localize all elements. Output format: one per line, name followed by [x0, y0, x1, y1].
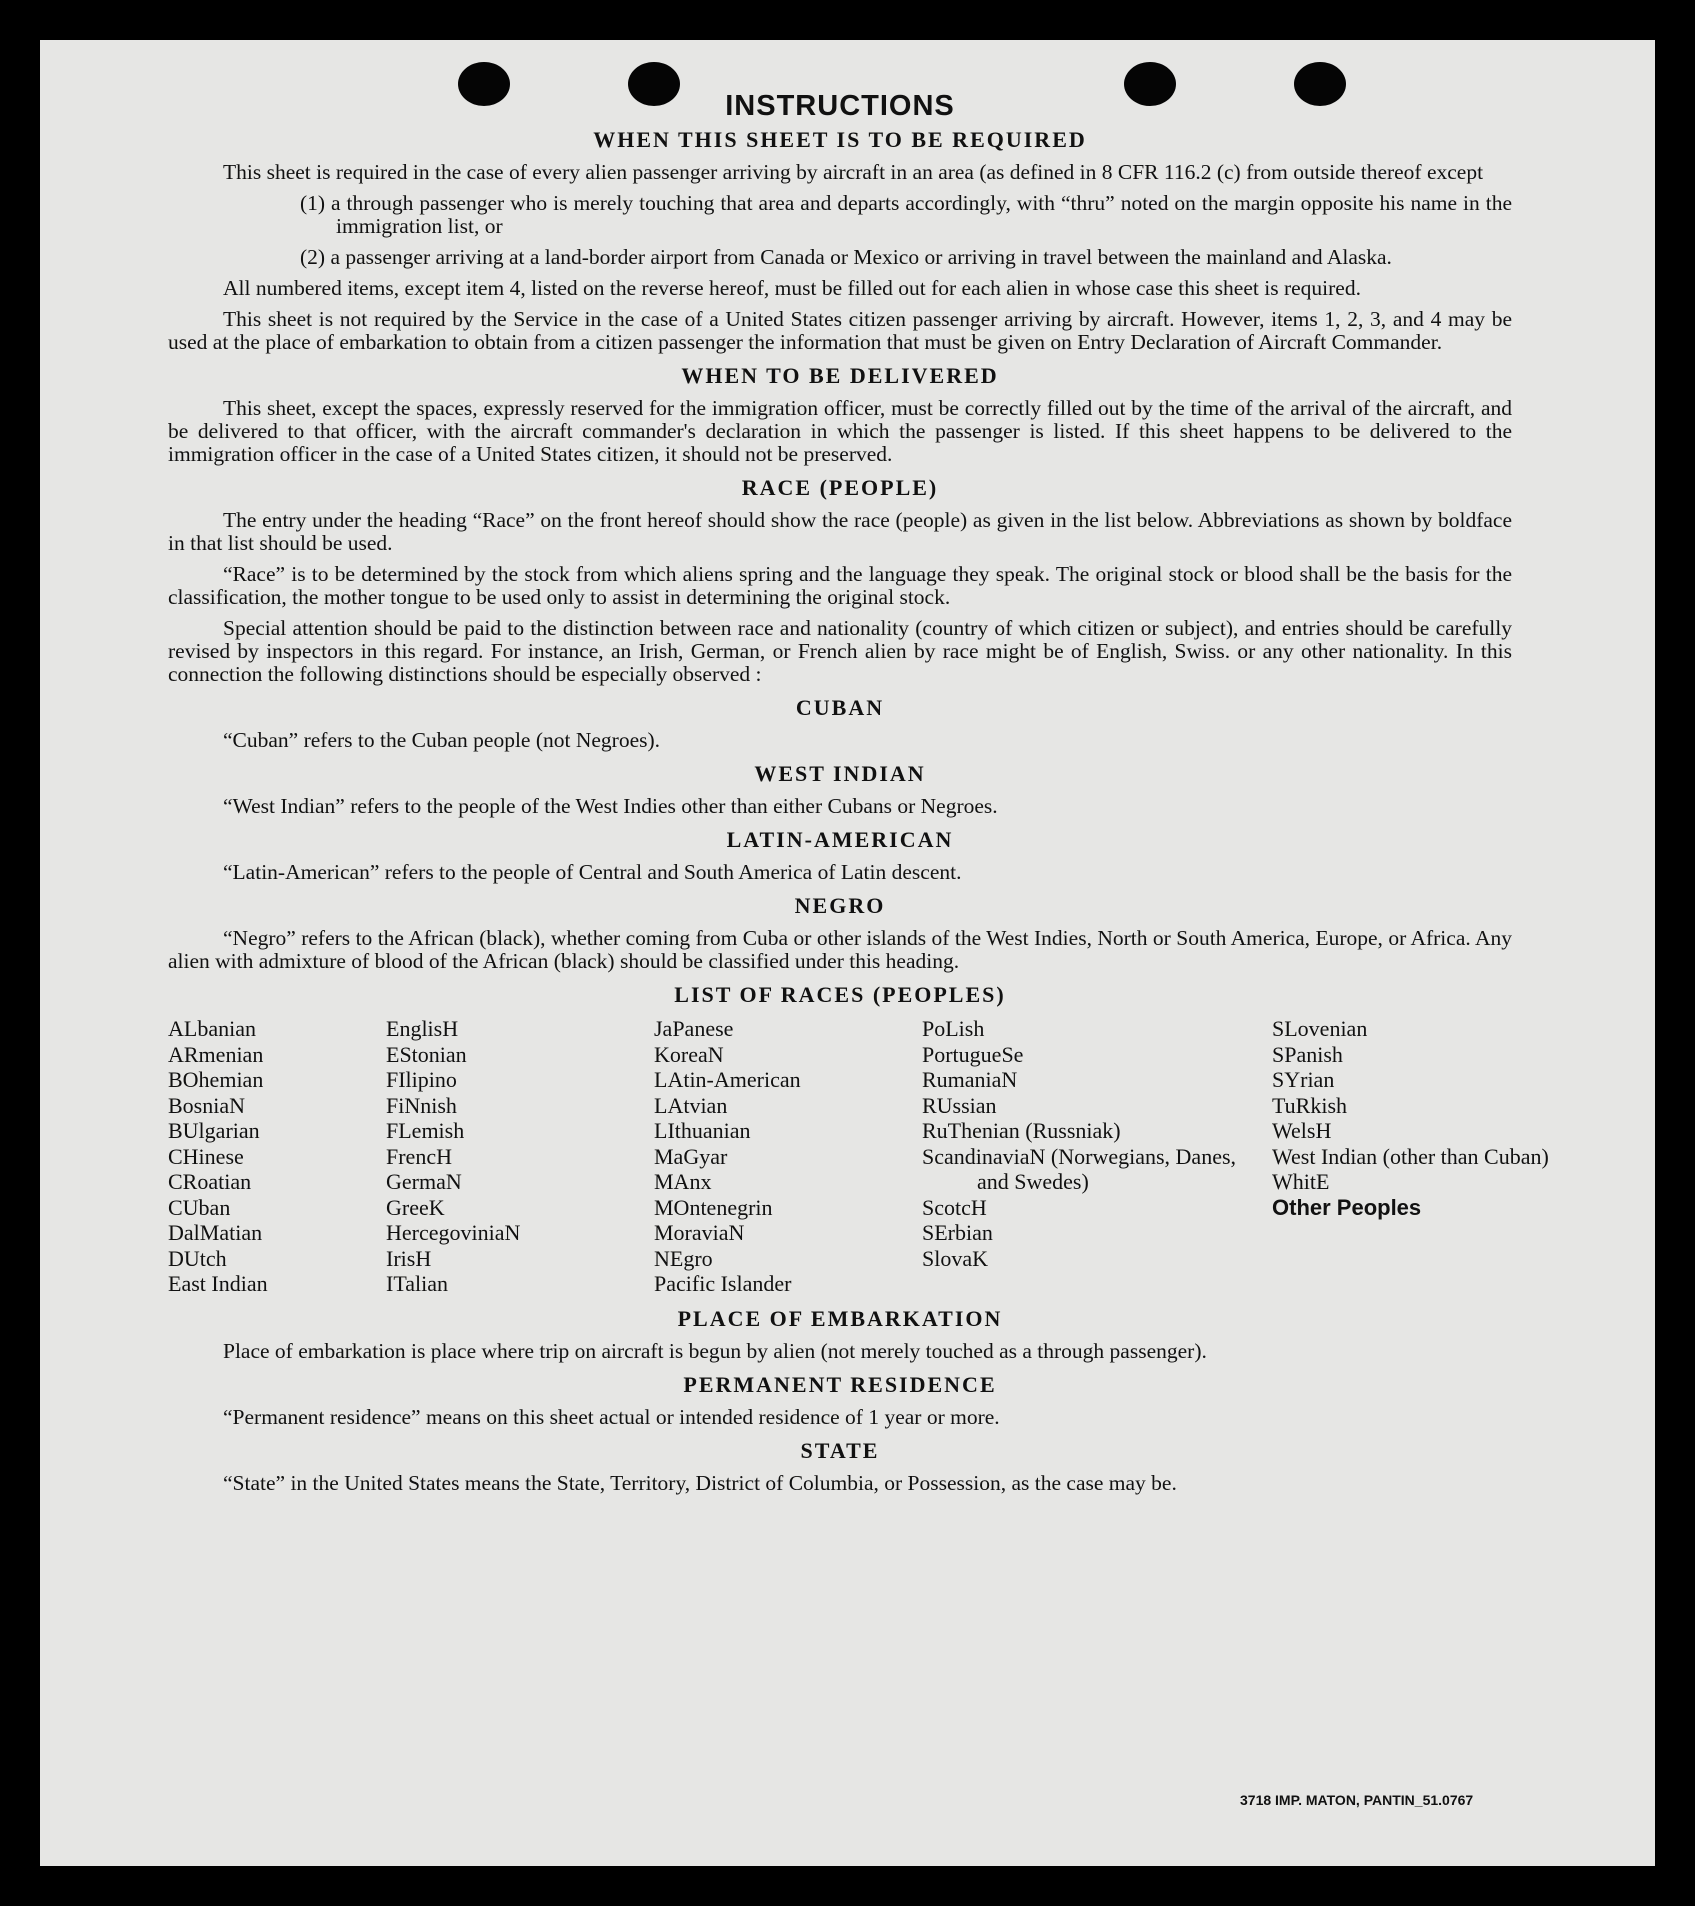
race-entry: IrisH [386, 1245, 432, 1271]
heading-west-indian: WEST INDIAN [754, 761, 926, 786]
race-entry: SLovenian [1272, 1016, 1368, 1041]
paragraph: “Race” is to be determined by the stock from which aliens spring and the language they speak. The original stock or blood shall be the basis for the classification, the mother tongue to be used only to assist in determining the original stock. [168, 562, 1512, 609]
race-entry: NEgro [654, 1245, 713, 1271]
race-entry: EnglisH [386, 1016, 459, 1041]
race-entry: LIthuanian [654, 1118, 751, 1143]
heading-permanent-residence: PERMANENT RESIDENCE [683, 1371, 997, 1397]
race-entry: TuRkish [1272, 1092, 1348, 1118]
race-column [922, 1016, 1272, 1297]
paragraph: “Cuban” refers to the Cuban people (not Negroes). [223, 728, 661, 752]
race-column [654, 1016, 922, 1297]
exception-item-1: (1) a through passenger who is merely touching that area and departs accordingly, with “thru” noted on the margin opposite his name in the immigration list, or [300, 191, 1512, 238]
race-entry: ALbanian [168, 1016, 256, 1041]
race-entry: JaPanese [654, 1016, 734, 1041]
race-entry: WhitE [1272, 1169, 1330, 1194]
race-entry: Pacific Islander [654, 1271, 792, 1296]
race-entry: PoLish [922, 1016, 985, 1041]
document-body [168, 90, 1549, 1503]
heading-race: RACE (PEOPLE) [741, 475, 939, 500]
race-entry: HercegoviniaN [386, 1220, 521, 1245]
race-column [1272, 1016, 1549, 1297]
race-entry: FiNnish [386, 1092, 457, 1118]
race-entry: CRoatian [168, 1169, 252, 1194]
race-entry: RuThenian (Russniak) [922, 1118, 1121, 1143]
page-title: INSTRUCTIONS [725, 90, 955, 122]
race-entry: RumaniaN [922, 1067, 1018, 1092]
race-entry: Other Peoples [1272, 1194, 1422, 1220]
race-entry: SYrian [1272, 1067, 1335, 1092]
paragraph: All numbered items, except item 4, listed on the reverse hereof, must be filled out for each alien in whose case this sheet is required. [223, 276, 1361, 300]
heading-delivered: WHEN TO BE DELIVERED [681, 363, 999, 388]
heading-negro: NEGRO [794, 893, 886, 918]
race-entry: MaGyar [654, 1143, 728, 1169]
race-entry: LAtin-American [654, 1067, 801, 1092]
race-entry: BUlgarian [168, 1118, 260, 1143]
paragraph: “Negro” refers to the African (black), whether coming from Cuba or other islands of the West Indies, North or South America, Europe, or Africa. Any alien with admixture of blood of the African (black) should be classified under this heading. [168, 926, 1512, 973]
race-entry: KoreaN [654, 1041, 724, 1067]
printer-imprint: 3718 IMP. MATON, PANTIN_51.0767 [1240, 1792, 1474, 1808]
paragraph: “State” in the United States means the State, Territory, District of Columbia, or Possession, as the case may be. [223, 1470, 1177, 1495]
race-entry: MAnx [654, 1169, 712, 1194]
race-entry: GreeK [386, 1194, 445, 1220]
race-entry: FrencH [386, 1143, 452, 1169]
race-entry: RUssian [922, 1092, 997, 1118]
paragraph: “Permanent residence” means on this sheet actual or intended residence of 1 year or more. [223, 1404, 1000, 1429]
race-entry: ScotcH [922, 1194, 987, 1220]
paragraph: “West Indian” refers to the people of the West Indies other than either Cubans or Negroes. [223, 794, 998, 818]
race-entry: EStonian [386, 1041, 467, 1067]
race-entry: PortugueSe [922, 1041, 1024, 1067]
heading-required: WHEN THIS SHEET IS TO BE REQUIRED [593, 127, 1087, 152]
exception-item-2: (2) a passenger arriving at a land-border airport from Canada or Mexico or arriving in travel between the mainland and Alaska. [300, 245, 1392, 269]
race-entry: MOntenegrin [654, 1194, 773, 1220]
paragraph: This sheet is required in the case of every alien passenger arriving by aircraft in an area (as defined in 8 CFR 116.2 (c) from outside thereof except [223, 160, 1484, 184]
race-entry: MoraviaN [654, 1220, 745, 1245]
race-entry: BosniaN [168, 1092, 245, 1118]
instruction-sheet [40, 40, 1655, 1866]
race-column [168, 1016, 386, 1297]
race-entry: DUtch [168, 1245, 227, 1271]
paragraph: The entry under the heading “Race” on the front hereof should show the race (people) as given in the list below. Abbreviations as shown by boldface in that list should be used. [168, 508, 1512, 555]
race-entry: SlovaK [922, 1245, 988, 1271]
race-entry: ScandinaviaN (Norwegians, Danes, and Swedes) [922, 1143, 1237, 1194]
race-entry: FIlipino [386, 1067, 457, 1092]
paragraph: “Latin-American” refers to the people of Central and South America of Latin descent. [223, 860, 962, 884]
paragraph: This sheet, except the spaces, expressly reserved for the immigration officer, must be correctly filled out by the time of the arrival of the aircraft, and be delivered to that officer, with the aircraft commander's declaration in which the passenger is listed. If this sheet happens to be delivered to the immigration officer in the case of a United States citizen, it should not be preserved. [168, 396, 1512, 466]
race-entry: GermaN [386, 1169, 462, 1194]
paragraph: This sheet is not required by the Service in the case of a United States citizen passenger arriving by aircraft. However, items 1, 2, 3, and 4 may be used at the place of embarkation to obtain from a citizen passenger the information that must be given on Entry Declaration of Aircraft Commander. [168, 307, 1512, 354]
race-entry: FLemish [386, 1118, 465, 1143]
race-entry: DalMatian [168, 1220, 263, 1245]
race-entry: CHinese [168, 1143, 244, 1169]
heading-latin-american: LATIN-AMERICAN [726, 827, 954, 852]
race-entry: LAtvian [654, 1092, 728, 1118]
heading-state: STATE [800, 1437, 880, 1463]
race-entry: BOhemian [168, 1067, 264, 1092]
heading-embarkation: PLACE OF EMBARKATION [677, 1305, 1003, 1331]
race-entry: SErbian [922, 1220, 993, 1245]
race-entry: East Indian [168, 1271, 268, 1296]
race-entry: WelsH [1272, 1118, 1332, 1143]
race-entry: West Indian (other than Cuban) [1272, 1143, 1549, 1169]
race-entry: ARmenian [168, 1041, 264, 1067]
heading-list-of-races: LIST OF RACES (PEOPLES) [674, 982, 1006, 1007]
heading-cuban: CUBAN [795, 695, 885, 720]
race-list [168, 1016, 1549, 1297]
paragraph: Special attention should be paid to the distinction between race and nationality (country of which citizen or subject), and entries should be carefully revised by inspectors in this regard. For instance, an Irish, German, or French alien by race might be of English, Swiss. or any other nationality. In this connection the following distinctions should be especially observed : [168, 616, 1512, 686]
paragraph: Place of embarkation is place where trip on aircraft is begun by alien (not merely touched as a through passenger). [223, 1338, 1207, 1363]
race-entry: CUban [168, 1194, 231, 1220]
race-column [386, 1016, 654, 1297]
race-entry: ITalian [386, 1271, 448, 1296]
race-entry: SPanish [1272, 1041, 1343, 1067]
